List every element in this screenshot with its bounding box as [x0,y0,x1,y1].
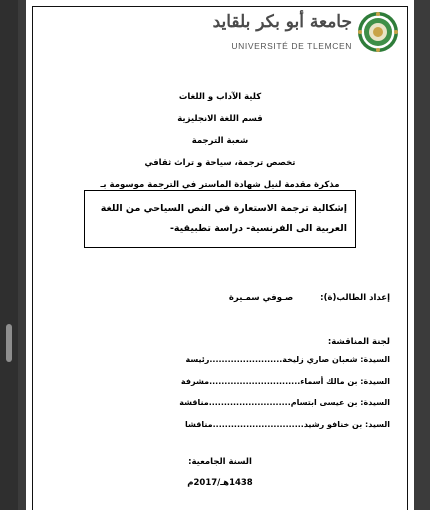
vertical-scrollbar[interactable] [6,12,12,508]
member-dots: ........................ [209,355,283,364]
academic-year-value: 1438هـ/2017م [187,478,253,488]
committee-member [90,355,390,369]
committee-member [90,420,390,434]
department-name: قسم اللغة الانجليزية [177,114,263,124]
committee-member [90,377,390,391]
viewer-sidebar [0,0,18,510]
thesis-title: إشكالية ترجمة الاستعارة في النص السياحي من اللغة العربية الى الفرنسية- دراسة تطبيقية- [84,190,356,248]
specialty-name: تخصص ترجمة، سياحة و تراث ثقافي [144,158,296,168]
student-name: صـوفي سمـيرة [228,293,294,303]
member-role: مناقشة [179,398,209,407]
member-name: السيدة: شعبان صاري زليخة [282,355,390,364]
faculty-name: كلية الآداب و اللغات [178,92,262,102]
thesis-intro: مذكرة مقدمة لنيل شهادة الماستر في الترجمة موسومة بـ [100,180,340,190]
university-emblem-icon [356,10,400,54]
document-page [26,0,414,510]
member-role: رئيسة [185,355,210,364]
academic-year-label: السنة الجامعية: [188,457,252,467]
member-dots: .............................. [212,420,304,429]
faculty-block [26,86,414,196]
student-label: إعداد الطالب(ة): [320,293,390,303]
university-name-arabic: جامعة أبو بكر بلقايد [212,12,352,32]
member-name: السيدة: بن عيسى ابتسام [290,398,390,407]
member-role: مناقشا [185,420,213,429]
member-name: السيدة: بن مالك أسماء [300,377,390,386]
member-dots: .............................. [209,377,301,386]
scrollbar-thumb[interactable] [6,324,12,362]
committee-title: لجنة المناقشة: [327,337,390,347]
page-border [32,6,408,510]
student-line [229,293,390,303]
committee-member [90,398,390,412]
university-name-french: UNIVERSITÉ DE TLEMCEN [231,41,352,51]
member-role: مشرفة [180,377,210,386]
member-dots: ........................... [208,398,291,407]
branch-name: شعبة الترجمة [191,136,249,146]
member-name: السيد: بن خنافو رشيد [303,420,390,429]
